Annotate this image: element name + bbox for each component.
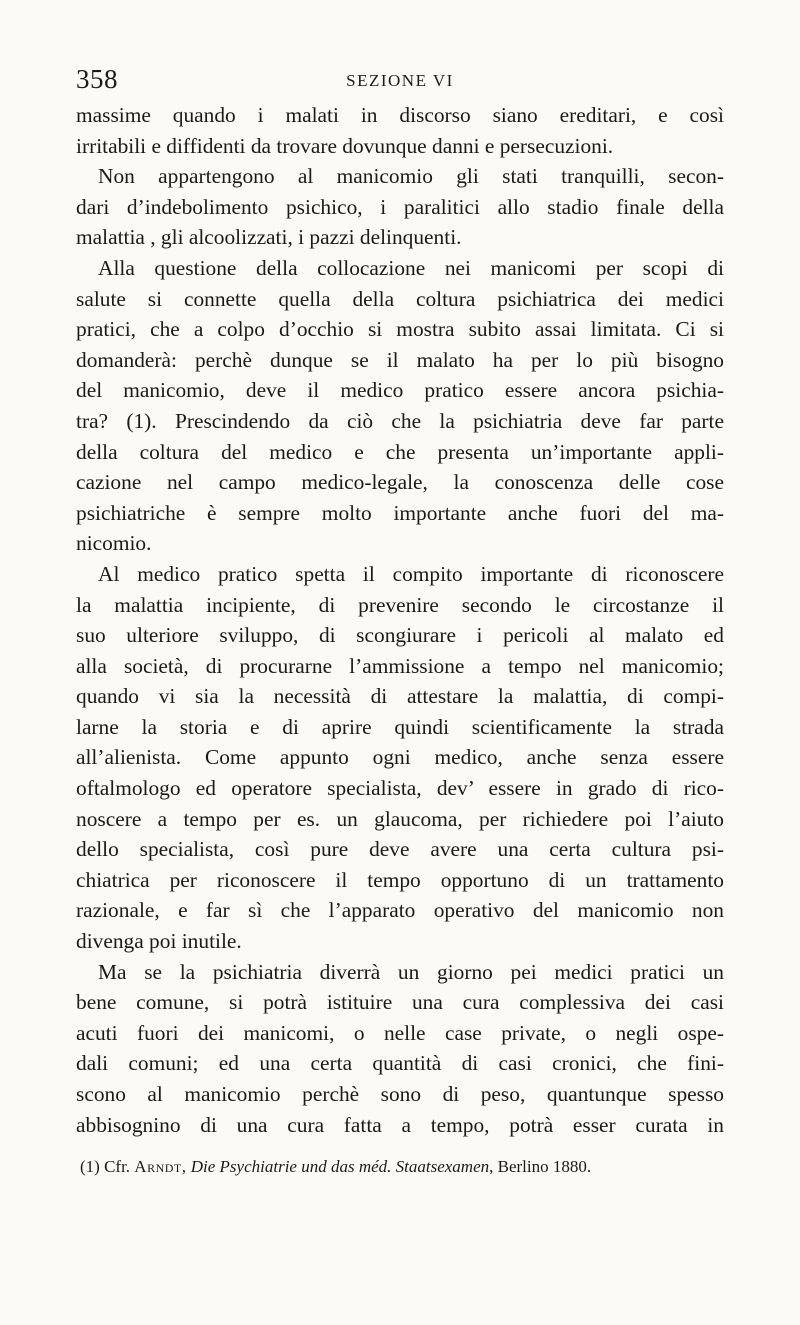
text-line: noscere a tempo per es. un glaucoma, per richiedere poi l’aiuto — [76, 806, 724, 831]
text-line: dello specialista, così pure deve avere una certa cultura psi- — [76, 837, 724, 862]
text-line: acuti fuori dei manicomi, o nelle case private, o negli ospe- — [76, 1020, 724, 1045]
text-line: irritabili e diffidenti da trovare dovunque danni e persecuzioni. — [76, 133, 614, 158]
text-line: psichiatriche è sempre molto importante anche fuori del ma- — [76, 500, 724, 525]
text-line: alla società, di procurarne l’ammissione a tempo nel manicomio; — [76, 653, 724, 678]
text-line: salute si connette quella della coltura psichiatrica dei medici — [76, 286, 724, 311]
footnote-title: Die Psychiatrie und das méd. Staatsexamen — [190, 1157, 490, 1176]
text-line: chiatrica per riconoscere il tempo opportuno di un trattamento — [76, 867, 724, 892]
text-line: oftalmologo ed operatore specialista, dev’ essere in grado di rico- — [76, 776, 724, 801]
running-head: SEZIONE VI — [346, 71, 454, 90]
footnote-marker: (1) Cfr. — [80, 1157, 131, 1176]
text-line: Alla questione della collocazione nei manicomi per scopi di — [98, 255, 724, 280]
text-line: bene comune, si potrà istituire una cura complessiva dei casi — [76, 990, 724, 1015]
footnote-author: Arndt, — [134, 1157, 187, 1176]
text-line: cazione nel campo medico-legale, la conoscenza delle cose — [76, 470, 724, 495]
page-header — [76, 64, 724, 94]
text-line: la malattia incipiente, di prevenire secondo le circostanze il — [76, 592, 724, 617]
footnote — [80, 1155, 724, 1179]
text-line: dali comuni; ed una certa quantità di casi cronici, che fini- — [76, 1051, 724, 1076]
text-line: pratici, che a colpo d’occhio si mostra subito assai limitata. Ci si — [76, 317, 724, 342]
text-line: quando vi sia la necessità di attestare la malattia, di compi- — [76, 684, 724, 709]
text-line: nicomio. — [76, 531, 152, 556]
text-line: tra? (1). Prescindendo da ciò che la psichiatria deve far parte — [76, 408, 724, 433]
text-line: razionale, e far sì che l’apparato operativo del manicomio non — [76, 898, 724, 923]
text-line: scono al manicomio perchè sono di peso, quantunque spesso — [76, 1082, 724, 1106]
text-line: all’alienista. Come appunto ogni medico, anche senza essere — [76, 745, 724, 770]
text-line: Non appartengono al manicomio gli stati tranquilli, secon- — [98, 164, 724, 189]
text-line: divenga poi inutile. — [76, 929, 242, 954]
body-text — [76, 100, 724, 1140]
text-line: malattia , gli alcoolizzati, i pazzi delinquenti. — [76, 225, 462, 250]
text-line: massime quando i malati in discorso siano ereditari, e così — [76, 103, 724, 127]
text-line: abbisognino di una cura fatta a tempo, potrà esser curata in — [76, 1112, 724, 1137]
text-line: Ma se la psichiatria diverrà un giorno pei medici pratici un — [98, 959, 724, 984]
text-line: Al medico pratico spetta il compito importante di riconoscere — [98, 561, 724, 586]
text-line: larne la storia e di aprire quindi scientificamente la strada — [76, 714, 724, 739]
text-line: domanderà: perchè dunque se il malato ha per lo più bisogno — [76, 347, 724, 372]
text-line: suo ulteriore sviluppo, di scongiurare i pericoli al malato ed — [76, 623, 724, 648]
text-line: dari d’indebolimento psichico, i paralitici allo stadio finale della — [76, 194, 724, 219]
text-line: della coltura del medico e che presenta un’importante appli- — [76, 439, 724, 464]
footnote-place-year: , Berlino 1880. — [489, 1157, 592, 1176]
text-line: del manicomio, deve il medico pratico essere ancora psichia- — [76, 378, 724, 403]
page-number: 358 — [76, 64, 118, 94]
